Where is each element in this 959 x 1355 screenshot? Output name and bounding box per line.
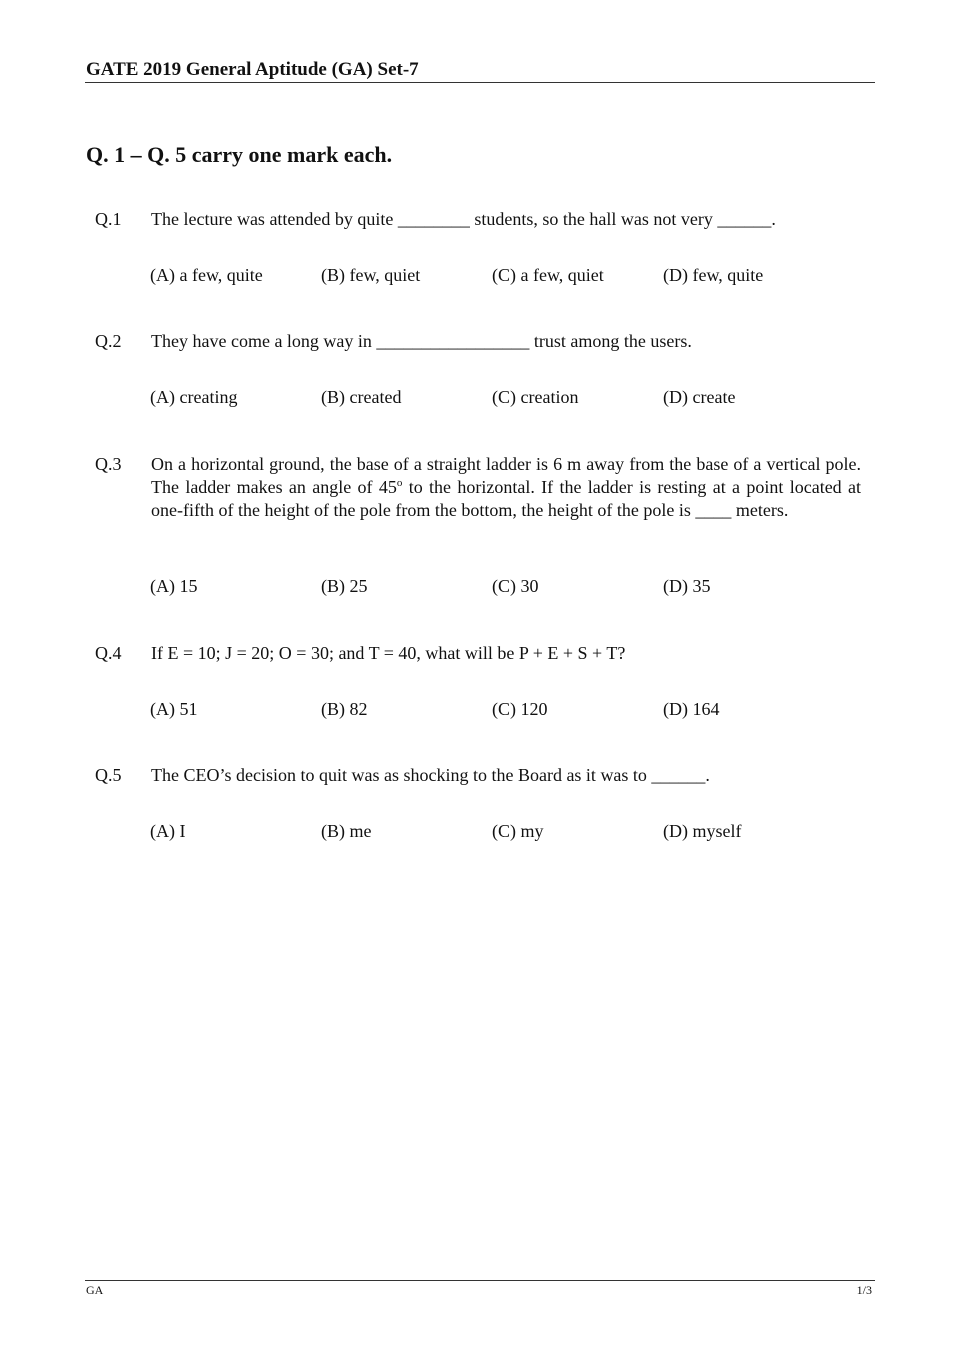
answer-options: [0, 264, 959, 287]
option-d: (D) few, quite: [663, 265, 764, 285]
option-d: (D) 35: [663, 576, 711, 596]
question-text: The CEO’s decision to quit was as shocking to the Board as it was to ______.: [151, 765, 710, 785]
option-c: (C) 120: [492, 699, 548, 719]
header-divider: [85, 82, 875, 83]
option-a: (A) a few, quite: [150, 265, 263, 285]
answer-options: [0, 386, 959, 409]
option-d: (D) myself: [663, 821, 742, 841]
answer-options: [0, 575, 959, 598]
question-number: Q.5: [95, 765, 122, 785]
option-c: (C) my: [492, 821, 544, 841]
question-number: Q.3: [95, 454, 122, 474]
option-c: (C) 30: [492, 576, 539, 596]
question-text-part: On a horizontal ground, the base of a straight ladder is 6 m away from the base of a vertical pole. The ladder makes an angle of 45: [151, 454, 861, 497]
option-d: (D) create: [663, 387, 736, 407]
option-c: (C) creation: [492, 387, 579, 407]
option-c: (C) a few, quiet: [492, 265, 604, 285]
answer-options: [0, 820, 959, 843]
option-d: (D) 164: [663, 699, 720, 719]
answer-options: [0, 698, 959, 721]
option-a: (A) creating: [150, 387, 238, 407]
option-b: (B) 25: [321, 576, 368, 596]
option-b: (B) me: [321, 821, 372, 841]
document-header-title: GATE 2019 General Aptitude (GA) Set-7: [86, 59, 419, 80]
question-number: Q.1: [95, 209, 122, 229]
option-b: (B) 82: [321, 699, 368, 719]
question-number: Q.4: [95, 643, 122, 663]
section-title: Q. 1 – Q. 5 carry one mark each.: [86, 142, 393, 167]
footer-divider: [85, 1280, 875, 1281]
option-a: (A) 15: [150, 576, 198, 596]
degree-superscript: o: [396, 477, 403, 489]
option-b: (B) created: [321, 387, 402, 407]
question-text: If E = 10; J = 20; O = 30; and T = 40, what will be P + E + S + T?: [151, 643, 626, 663]
question-text: The lecture was attended by quite ________ students, so the hall was not very ______.: [151, 209, 776, 229]
question-text: [151, 453, 861, 522]
footer-page-number: 1/3: [856, 1283, 872, 1297]
footer-subject-code: GA: [86, 1283, 104, 1297]
question-number: Q.2: [95, 331, 122, 351]
option-a: (A) 51: [150, 699, 198, 719]
question-text: They have come a long way in _________________ trust among the users.: [151, 331, 692, 351]
option-b: (B) few, quiet: [321, 265, 421, 285]
option-a: (A) I: [150, 821, 186, 841]
question-text-part: to the horizontal. If the ladder is resting at a point located at one-fifth of the height of the pole from the bottom, the height of the pole is ____ meters.: [151, 477, 861, 520]
